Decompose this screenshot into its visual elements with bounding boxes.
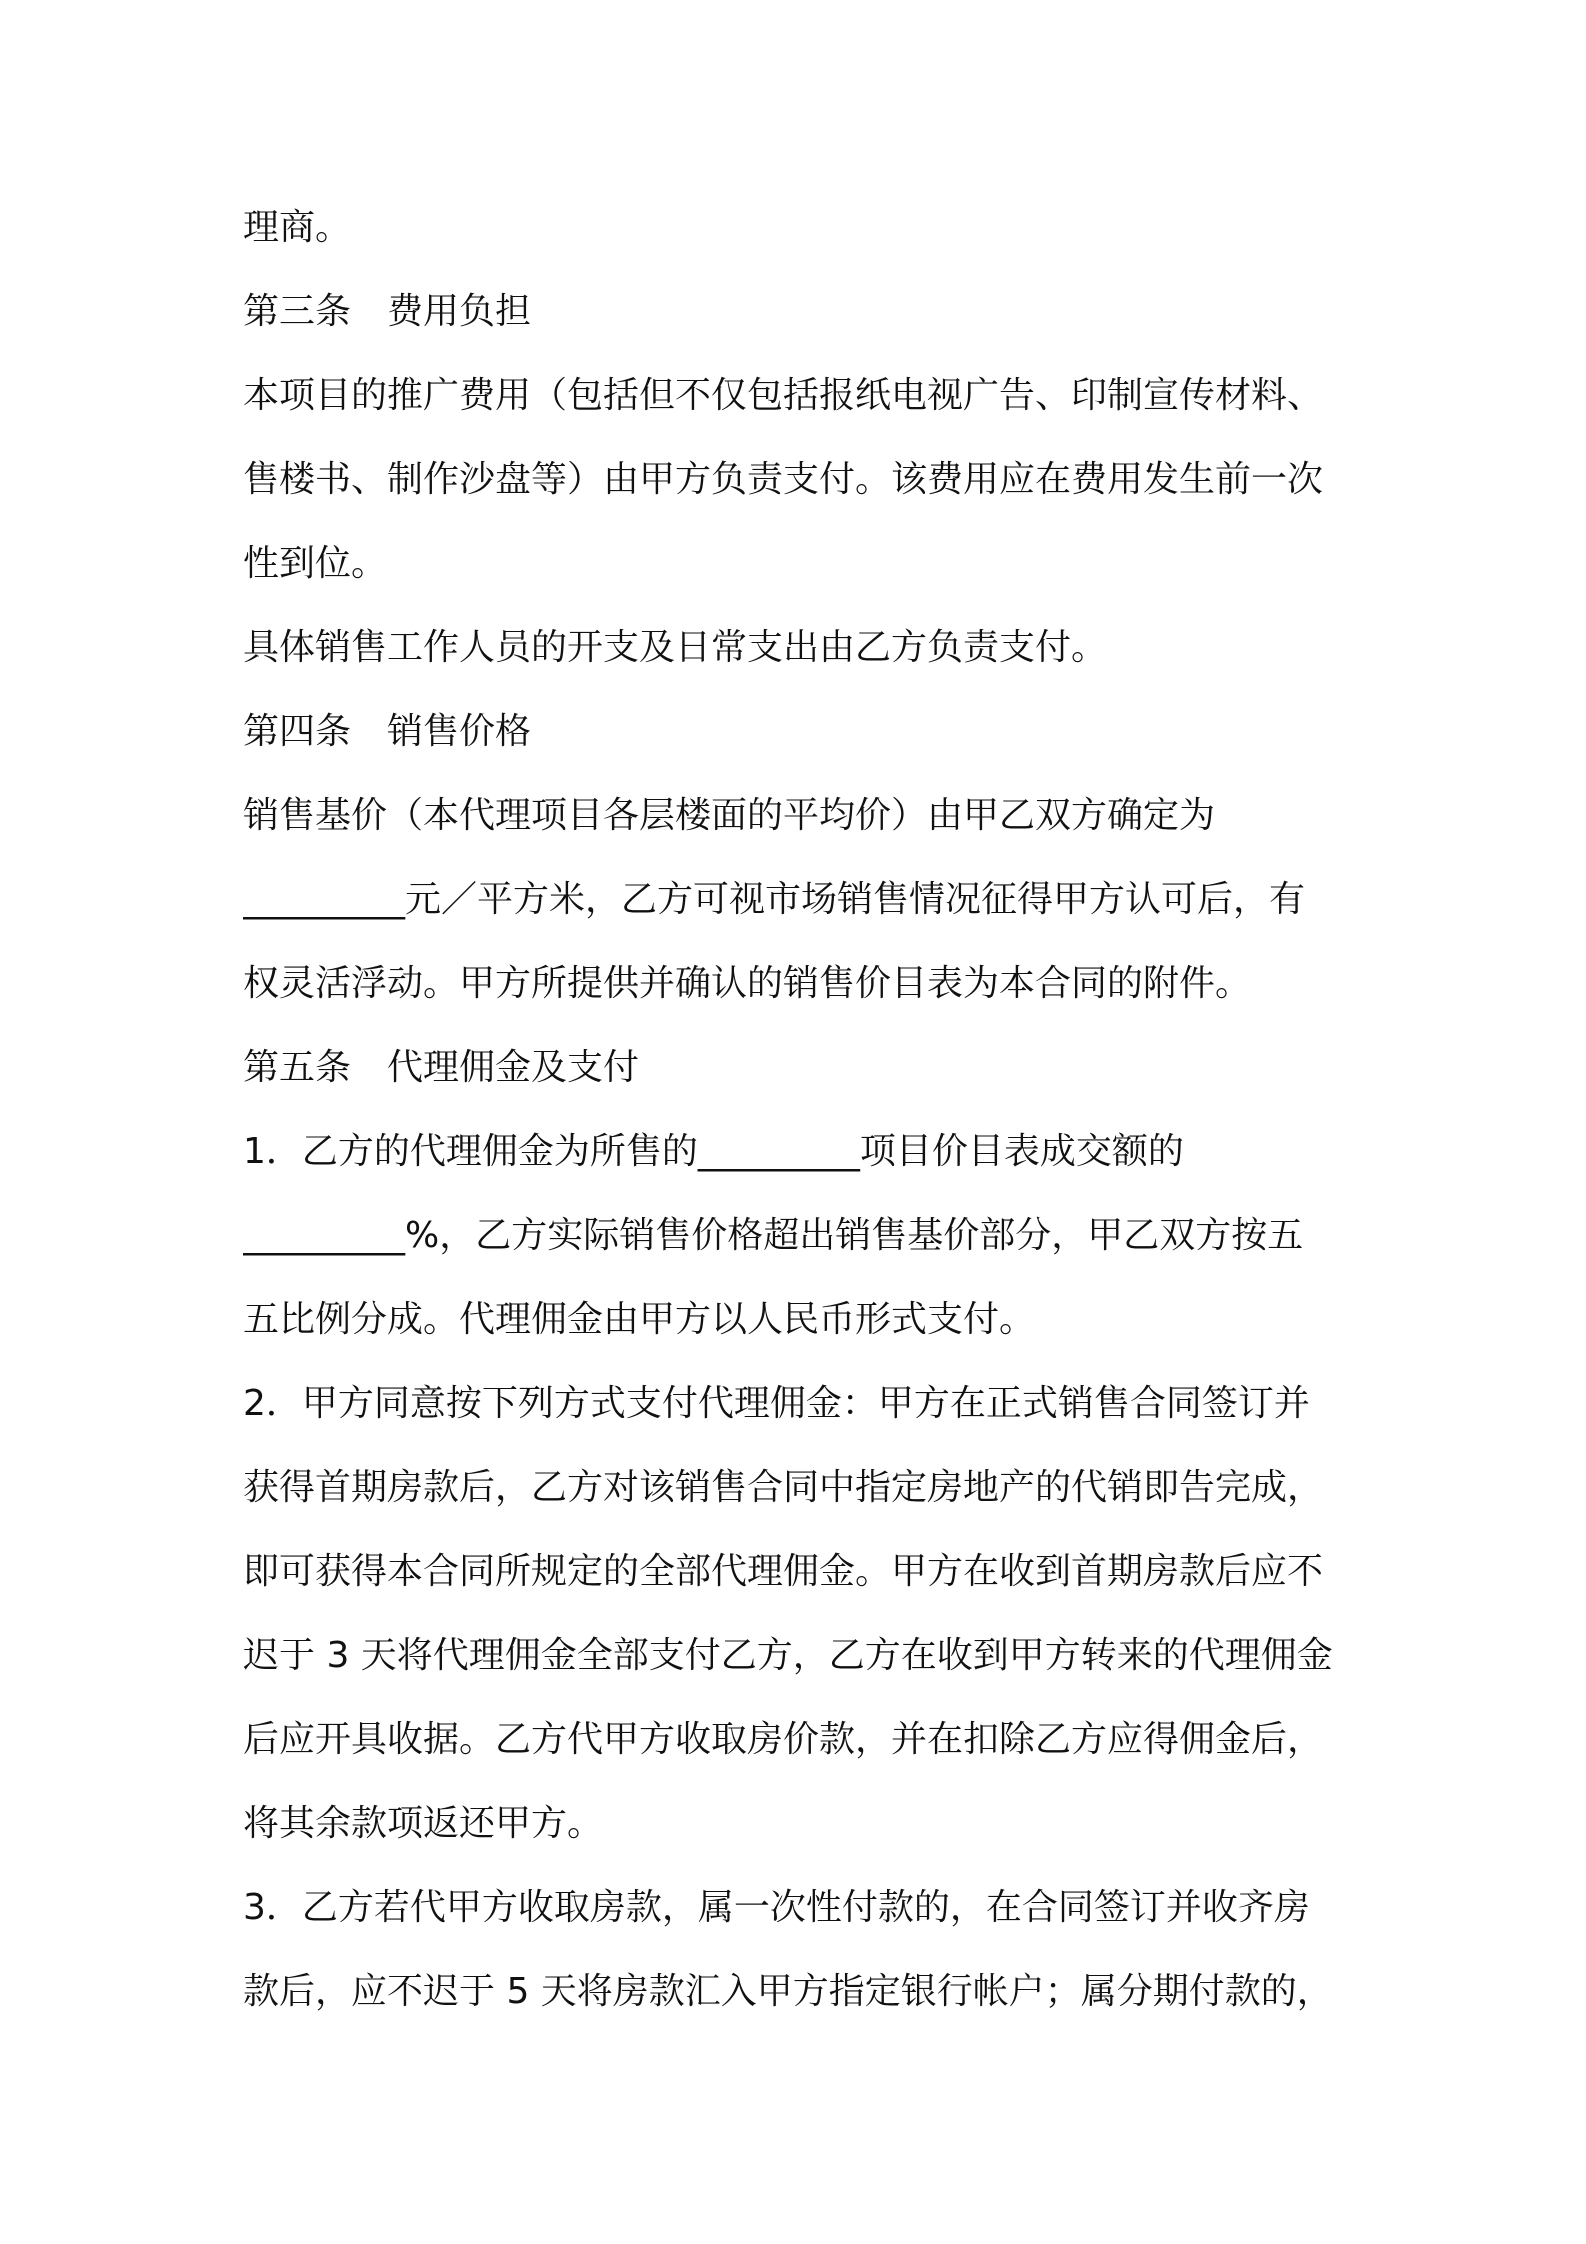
text-line: 款后，应不迟于 5 天将房款汇入甲方指定银行帐户；属分期付款的， [243, 1971, 1333, 2012]
text-line: 后应开具收据。乙方代甲方收取房价款，并在扣除乙方应得佣金后， [243, 1719, 1324, 1760]
text-line: 具体销售工作人员的开支及日常支出由乙方负责支付。 [243, 627, 1108, 668]
text-line: 1．乙方的代理佣金为所售的_________项目价目表成交额的 [243, 1131, 1184, 1172]
text-line: 性到位。 [243, 543, 388, 584]
text-line: 本项目的推广费用（包括但不仅包括报纸电视广告、印制宣传材料、 [243, 375, 1324, 416]
text-line: 售楼书、制作沙盘等）由甲方负责支付。该费用应在费用发生前一次 [243, 459, 1324, 500]
text-line: 即可获得本合同所规定的全部代理佣金。甲方在收到首期房款后应不 [243, 1551, 1324, 1592]
text-line: 获得首期房款后，乙方对该销售合同中指定房地产的代销即告完成， [243, 1467, 1324, 1508]
text-line: 3．乙方若代甲方收取房款，属一次性付款的，在合同签订并收齐房 [243, 1887, 1310, 1928]
text-line: 理商。 [243, 207, 352, 248]
document-body [243, 198, 1353, 2046]
text-line: 2．甲方同意按下列方式支付代理佣金：甲方在正式销售合同签订并 [243, 1383, 1310, 1424]
text-line: _________%，乙方实际销售价格超出销售基价部分，甲乙双方按五 [243, 1215, 1304, 1256]
text-line: 迟于 3 天将代理佣金全部支付乙方，乙方在收到甲方转来的代理佣金 [243, 1635, 1333, 1676]
text-line: 将其余款项返还甲方。 [243, 1803, 604, 1844]
text-line: 销售基价（本代理项目各层楼面的平均价）由甲乙双方确定为 [243, 795, 1216, 836]
text-line: 权灵活浮动。甲方所提供并确认的销售价目表为本合同的附件。 [243, 963, 1252, 1004]
text-line: 五比例分成。代理佣金由甲方以人民币形式支付。 [243, 1299, 1036, 1340]
section-heading-article-3: 第三条 费用负担 [243, 291, 532, 332]
section-heading-article-4: 第四条 销售价格 [243, 711, 532, 752]
section-heading-article-5: 第五条 代理佣金及支付 [243, 1047, 640, 1088]
text-line: _________元／平方米，乙方可视市场销售情况征得甲方认可后，有 [243, 879, 1306, 920]
